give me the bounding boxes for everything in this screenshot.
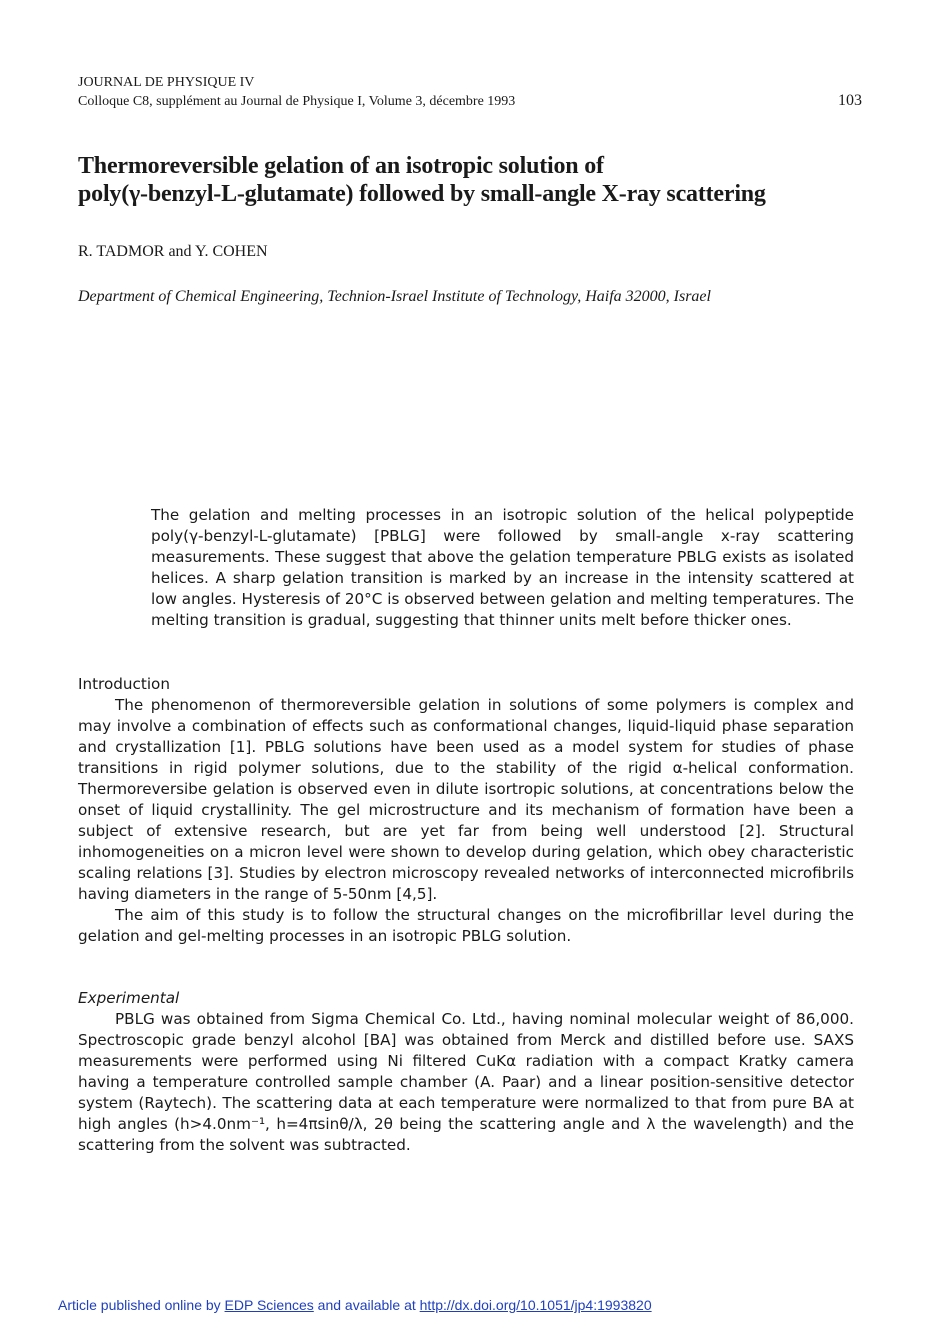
journal-name: JOURNAL DE PHYSIQUE IV xyxy=(78,75,255,90)
page-number: 103 xyxy=(838,92,862,109)
experimental-paragraph-1: PBLG was obtained from Sigma Chemical Co. Ltd., having nominal molecular weight of 86,000. Spectroscopic grade benzyl alcohol [BA] was obtained from Merck and distilled before use. SAXS measurements were performed using Ni filtered CuKα radiation with a compact Kratky camera having a temperature controlled sample chamber (A. Paar) and a linear position-sensitive detector system (Raytech). The scattering data at each temperature were normalized to that from pure BA at high angles (h>4.0nm⁻¹, h=4πsinθ/λ, 2θ being the scattering angle and λ the wavelength) and the scattering from the solvent was subtracted. xyxy=(78,1010,854,1154)
authors: R. TADMOR and Y. COHEN xyxy=(78,243,268,260)
affiliation: Department of Chemical Engineering, Technion-Israel Institute of Technology, Haifa 32000, Israel xyxy=(78,288,711,305)
introduction-heading: Introduction xyxy=(78,675,170,693)
journal-issue: Colloque C8, supplément au Journal de Physique I, Volume 3, décembre 1993 xyxy=(78,94,516,109)
footer-prefix: Article published online by xyxy=(58,1297,221,1313)
footer-middle: and available at xyxy=(317,1297,416,1313)
doi-link[interactable]: http://dx.doi.org/10.1051/jp4:1993820 xyxy=(419,1297,652,1313)
publisher-link[interactable]: EDP Sciences xyxy=(224,1297,314,1313)
abstract-text: The gelation and melting processes in an isotropic solution of the helical polypeptide poly(γ-benzyl-L-glutamate) [PBLG] were followed by small-angle x-ray scattering measurements. These suggest that above the gelation temperature PBLG exists as isolated helices. A sharp gelation transition is marked by an increase in the intensity scattered at low angles. Hysteresis of 20°C is observed between gelation and melting temperatures. The melting transition is gradual, suggesting that thinner units melt before thicker ones. xyxy=(151,506,854,629)
experimental-heading: Experimental xyxy=(78,989,180,1007)
paper-title xyxy=(78,152,878,208)
title-line-1: Thermoreversible gelation of an isotropic solution of xyxy=(78,153,604,179)
title-line-2: poly(γ-benzyl-L-glutamate) followed by small-angle X-ray scattering xyxy=(78,181,766,207)
introduction-section xyxy=(78,674,854,947)
publication-footer xyxy=(58,1297,652,1313)
introduction-paragraph-2: The aim of this study is to follow the structural changes on the microfibrillar level during the gelation and gel-melting processes in an isotropic PBLG solution. xyxy=(78,906,854,945)
introduction-paragraph-1: The phenomenon of thermoreversible gelation in solutions of some polymers is complex and may involve a combination of effects such as conformational changes, liquid-liquid phase separation and crystallization [1]. PBLG solutions have been used as a model system for studies of phase transitions in rigid polymer solutions, due to the stability of the rigid α-helical conformation. Thermoreversibe gelation is observed even in dilute isortropic solutions, at concentrations below the onset of liquid crystallinity. The gel microstructure and its mechanism of formation have been a subject of extensive research, but are yet far from being well understood [2]. Structural inhomogeneities on a micron level were shown to develop during gelation, which obey characteristic scaling relations [3]. Studies by electron microscopy revealed networks of interconnected microfibrils having diameters in the range of 5-50nm [4,5]. xyxy=(78,696,854,903)
experimental-section xyxy=(78,988,854,1156)
abstract xyxy=(151,505,854,631)
